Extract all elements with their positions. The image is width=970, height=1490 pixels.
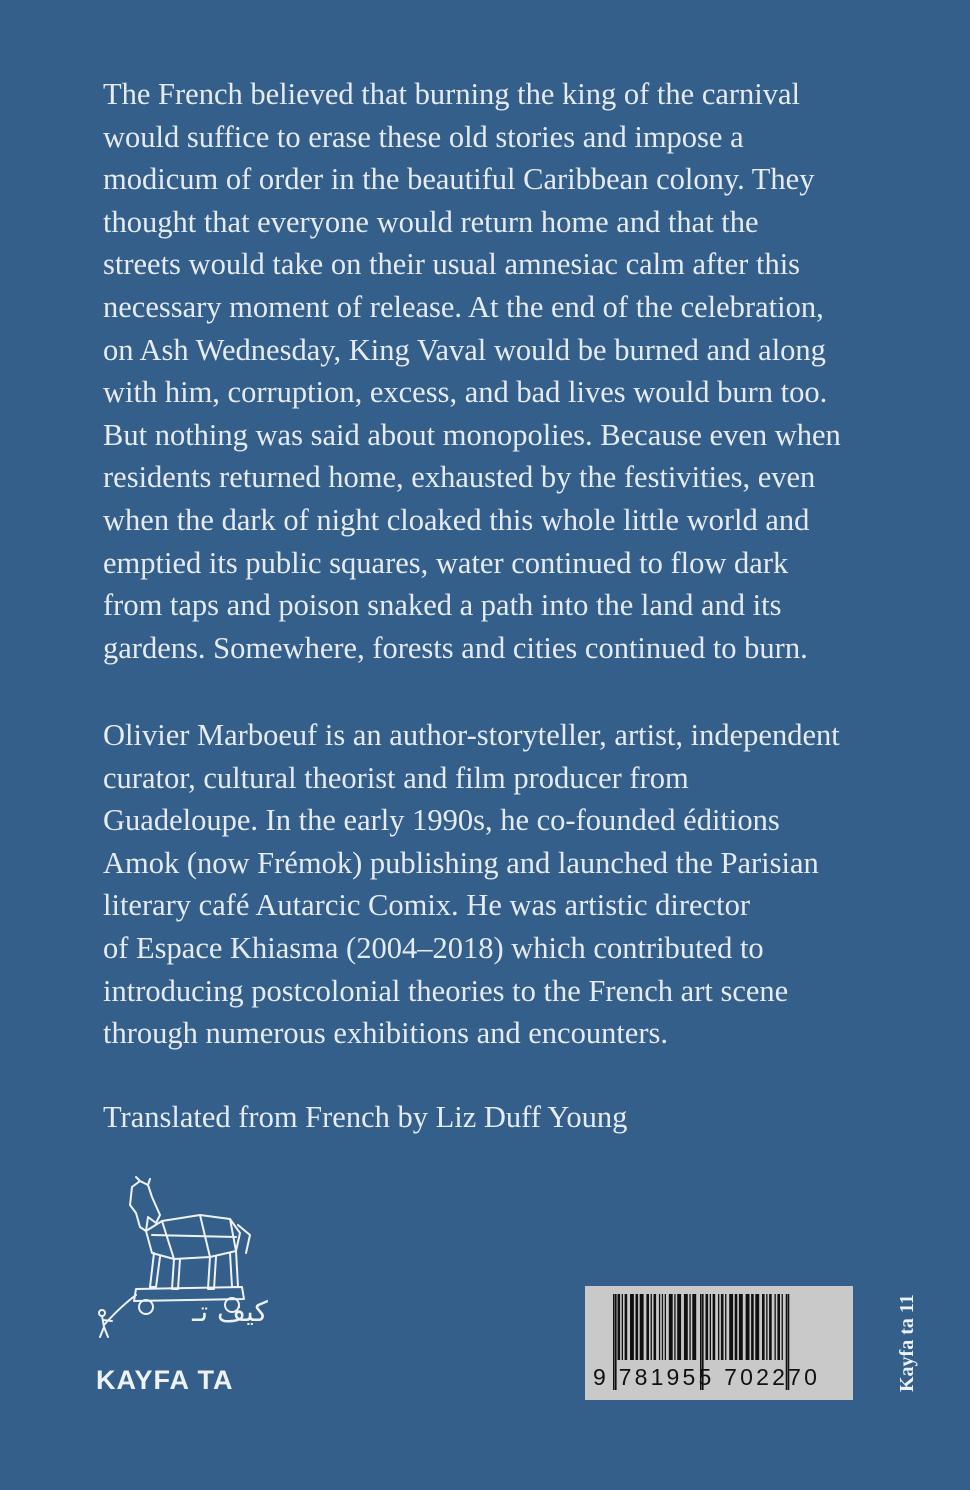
blurb-text bbox=[103, 73, 913, 669]
bio-line: introducing postcolonial theories to the French art scene bbox=[103, 973, 789, 1008]
barcode-bar bbox=[775, 1294, 776, 1360]
barcode-bar bbox=[677, 1294, 681, 1360]
barcode-bar bbox=[735, 1294, 738, 1360]
isbn-number: 9 781955 702270 bbox=[593, 1364, 821, 1390]
barcode-bar bbox=[755, 1294, 759, 1360]
barcode-bar bbox=[706, 1294, 709, 1360]
barcode-bar bbox=[692, 1294, 696, 1360]
barcode-bar bbox=[725, 1294, 726, 1360]
barcode-bar bbox=[751, 1294, 754, 1360]
barcode-bar bbox=[710, 1294, 711, 1360]
barcode-bar bbox=[777, 1294, 780, 1360]
barcode-bar bbox=[718, 1294, 719, 1360]
barcode-bar bbox=[739, 1294, 743, 1360]
publisher-name-arabic: كيف تـ bbox=[192, 1295, 268, 1328]
blurb-line: The French believed that burning the king of the carnival bbox=[103, 77, 801, 111]
barcode bbox=[585, 1286, 853, 1400]
blurb-line: gardens. Somewhere, forests and cities continued to burn. bbox=[103, 630, 808, 665]
barcode-bar bbox=[769, 1294, 772, 1360]
publisher-name: KAYFA TA bbox=[96, 1365, 234, 1395]
barcode-bar bbox=[651, 1294, 652, 1360]
bio-line: of Espace Khiasma (2004–2018) which contributed to bbox=[103, 930, 764, 965]
blurb-line: when the dark of night cloaked this whole little world and bbox=[103, 502, 810, 537]
bio-line: Guadeloupe. In the early 1990s, he co-founded éditions bbox=[103, 803, 780, 838]
blurb-line: necessary moment of release. At the end of the celebration, bbox=[103, 289, 824, 324]
blurb-line: emptied its public squares, water continued to flow dark bbox=[103, 545, 789, 580]
barcode-bar bbox=[689, 1294, 690, 1360]
trojan-horse-icon bbox=[90, 1175, 260, 1365]
blurb-line: residents returned home, exhausted by the festivities, even bbox=[103, 460, 816, 495]
barcode-bar bbox=[636, 1294, 639, 1360]
barcode-bar bbox=[618, 1294, 621, 1360]
blurb-line: from taps and poison snaked a path into the land and its bbox=[103, 588, 782, 623]
bio-line: through numerous exhibitions and encounters. bbox=[103, 1016, 668, 1051]
blurb-line: on Ash Wednesday, King Vaval would be burned and along bbox=[103, 332, 826, 367]
barcode-bar bbox=[766, 1294, 767, 1360]
bio-line: Olivier Marboeuf is an author-storyteller, artist, independent bbox=[103, 718, 840, 752]
blurb-line: with him, corruption, excess, and bad lives would burn too. bbox=[103, 375, 828, 410]
barcode-bar bbox=[665, 1294, 666, 1360]
barcode-bar bbox=[674, 1294, 675, 1360]
barcode-bar bbox=[684, 1294, 688, 1360]
barcode-bar bbox=[640, 1294, 644, 1360]
bio-line: curator, cultural theorist and film producer from bbox=[103, 760, 689, 795]
bio-line: Amok (now Frémok) publishing and launched the Parisian bbox=[103, 845, 819, 880]
barcode-bar bbox=[782, 1294, 783, 1360]
publisher-logo bbox=[90, 1175, 268, 1405]
barcode-bar bbox=[729, 1294, 733, 1360]
bio-line: literary café Autarcic Comix. He was artistic director bbox=[103, 888, 751, 923]
blurb-line: thought that everyone would return home and that the bbox=[103, 204, 759, 239]
barcode-bar bbox=[646, 1294, 649, 1360]
blurb-line: But nothing was said about monopolies. Because even when bbox=[103, 417, 841, 452]
barcode-bar bbox=[762, 1294, 765, 1360]
blurb-line: would suffice to erase these old stories and impose a bbox=[103, 119, 744, 154]
author-bio bbox=[103, 714, 913, 1055]
series-label: Kayfa ta 11 bbox=[896, 1294, 918, 1392]
barcode-bar bbox=[630, 1294, 634, 1360]
translator-credit: Translated from French by Liz Duff Young bbox=[103, 1100, 628, 1134]
barcode-bar bbox=[625, 1294, 628, 1360]
barcode-bar bbox=[713, 1294, 716, 1360]
barcode-bar bbox=[622, 1294, 623, 1360]
barcode-bar bbox=[659, 1294, 660, 1360]
barcode-bar bbox=[669, 1294, 673, 1360]
barcode-bar bbox=[654, 1294, 657, 1360]
barcode-bar bbox=[662, 1294, 663, 1360]
blurb-line: streets would take on their usual amnesiac calm after this bbox=[103, 247, 801, 282]
barcode-bar bbox=[721, 1294, 724, 1360]
barcode-bar bbox=[746, 1294, 750, 1360]
blurb-line: modicum of order in the beautiful Caribbean colony. They bbox=[103, 162, 815, 197]
